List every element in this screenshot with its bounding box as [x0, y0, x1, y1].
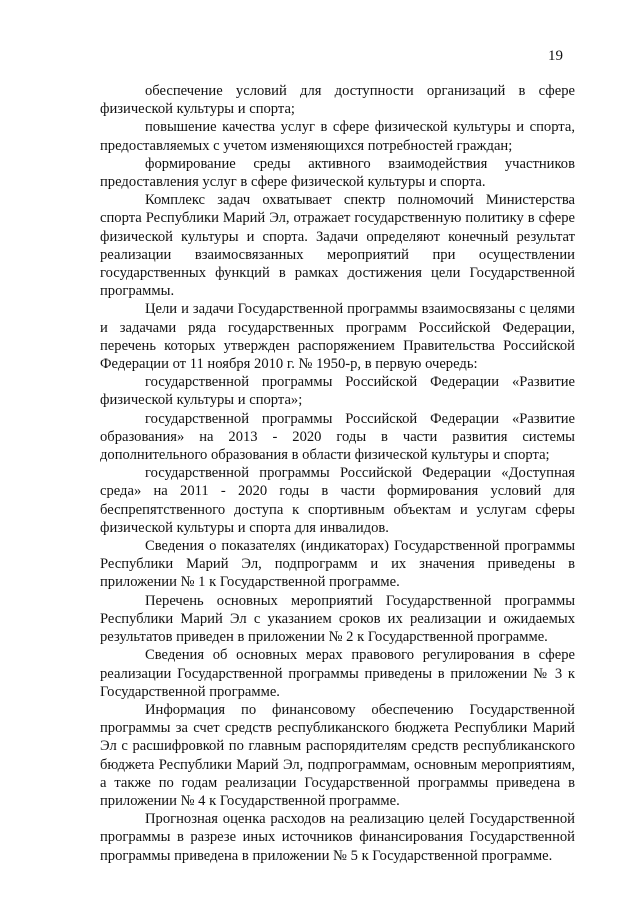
paragraph-7: государственной программы Российской Федерации «Развитие образования» на 2013 - 2020 годы в части развития системы дополнительного образования в области физической культуры и спорта; [100, 410, 575, 464]
paragraph-11: Сведения об основных мерах правового регулирования в сфере реализации Государственной программы приведены в приложении № 3 к Государственной программе. [100, 647, 575, 700]
page-number: 19 [548, 48, 563, 64]
document-body [100, 82, 575, 865]
paragraph-1: обеспечение условий для доступности организаций в сфере физической культуры и спорта; [100, 83, 575, 118]
paragraph-12: Информация по финансовому обеспечению Государственной программы за счет средств республиканского бюджета Республики Марий Эл с расшифровкой по главным распорядителям средств республиканского бюджета Республики Марий Эл, подпрограммам, основным мероприятиям, а также по годам реализации Государственной программы приведена в приложении № 4 к Государственной программе. [100, 701, 575, 809]
paragraph-2: повышение качества услуг в сфере физической культуры и спорта, предоставляемых с учетом изменяющихся потребностей граждан; [100, 119, 575, 154]
paragraph-3: формирование среды активного взаимодействия участников предоставления услуг в сфере физической культуры и спорта. [100, 155, 575, 191]
paragraph-9: Сведения о показателях (индикаторах) Государственной программы Республики Марий Эл, подпрограмм и их значения приведены в приложении № 1 к Государственной программе. [100, 538, 575, 591]
paragraph-13: Прогнозная оценка расходов на реализацию целей Государственной программы в разрезе иных источников финансирования Государственной программы приведена в приложении № 5 к Государственной программе. [100, 811, 575, 864]
paragraph-8: государственной программы Российской Федерации «Доступная среда» на 2011 - 2020 годы в части формирования условий для беспрепятственного доступа к спортивным объектам и услугам сферы физической культуры и спорта для инвалидов. [100, 465, 575, 536]
paragraph-5: Цели и задачи Государственной программы взаимосвязаны с целями и задачами ряда государственных программ Российской Федерации, перечень которых утвержден распоряжением Правительства Российской Федерации от 11 ноября 2010 г. № 1950-р, в первую очередь: [100, 301, 575, 373]
paragraph-6: государственной программы Российской Федерации «Развитие физической культуры и спорта»; [100, 374, 575, 409]
paragraph-10: Перечень основных мероприятий Государственной программы Республики Марий Эл с указанием сроков их реализации и ожидаемых результатов приведен в приложении № 2 к Государственной программе. [100, 592, 575, 646]
paragraph-4: Комплекс задач охватывает спектр полномочий Министерства спорта Республики Марий Эл, отражает государственную политику в сфере физической культуры и спорта. Задачи определяют конечный результат реализации взаимосвязанных мероприятий при осуществлении государственных функций в рамках достижения цели Государственной программы. [100, 192, 575, 300]
